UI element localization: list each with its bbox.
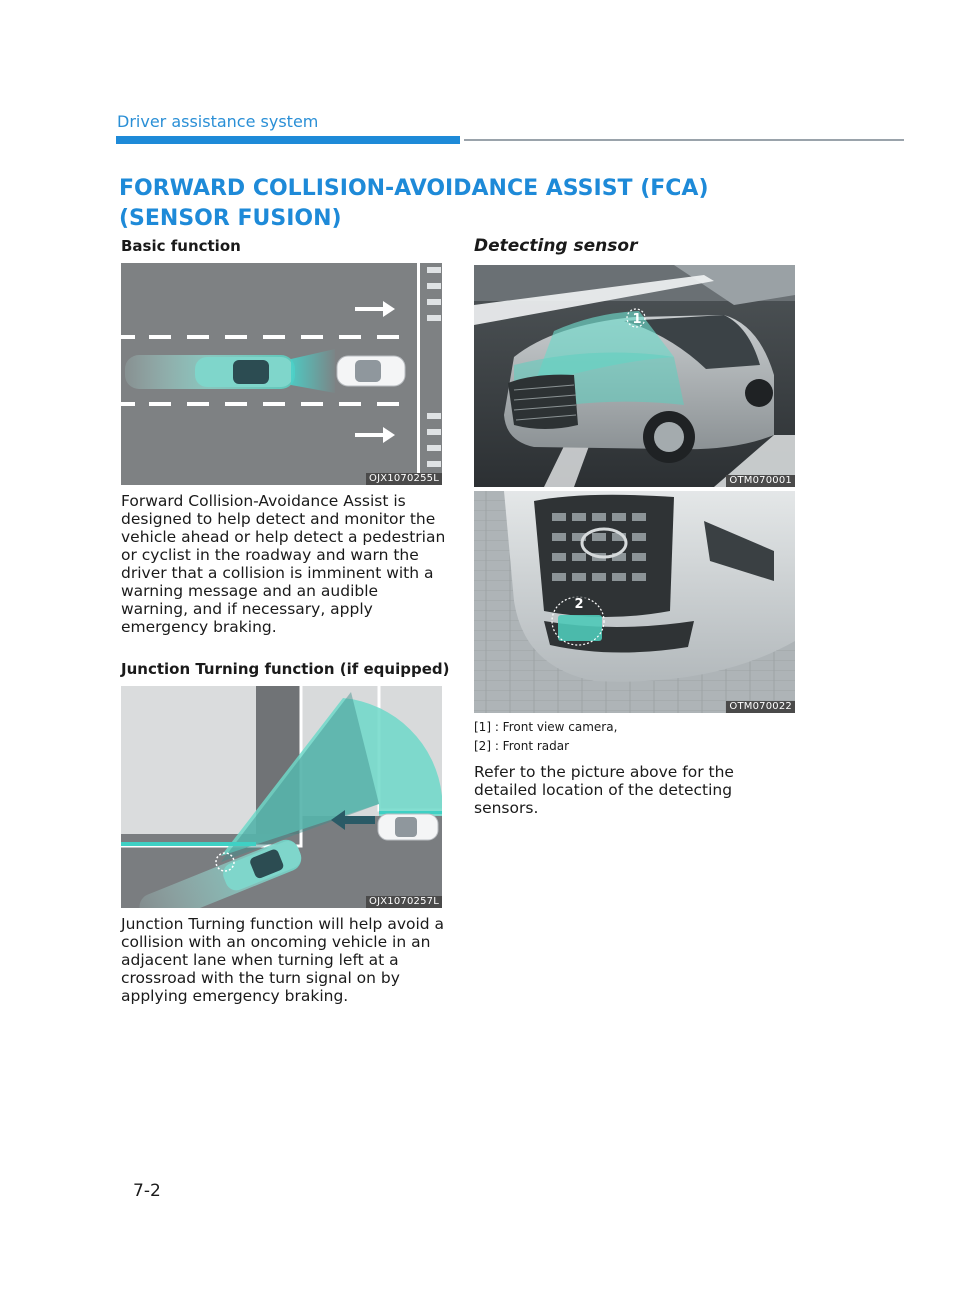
header-rule: [464, 139, 904, 141]
page-number: 7-2: [133, 1181, 161, 1201]
figure-code: OTM070001: [726, 475, 795, 487]
detecting-sensor-heading: Detecting sensor: [474, 236, 638, 256]
basic-function-illustration: [121, 263, 442, 485]
section-label: Driver assistance system: [117, 112, 319, 131]
figure-code: OJX1070255L: [366, 473, 442, 485]
basic-function-heading: Basic function: [121, 237, 241, 255]
basic-function-figure: [121, 263, 442, 485]
page-title: FORWARD COLLISION-AVOIDANCE ASSIST (FCA) (SENSOR FUSION): [119, 176, 709, 231]
junction-turning-description: Junction Turning function will help avoid a collision with an oncoming vehicle in an adjacent lane when turning left at a crossroad with the turn signal on by applying emergency braking.: [121, 915, 445, 1005]
front-radar-illustration: [474, 491, 795, 713]
junction-turning-figure: [121, 686, 442, 908]
marker-1: 1: [632, 312, 642, 327]
figure-code: OTM070022: [726, 701, 795, 713]
junction-turning-heading: Junction Turning function (if equipped): [121, 660, 450, 678]
caption-front-radar: [2] : Front radar: [474, 739, 570, 753]
front-radar-figure: [474, 491, 795, 713]
front-camera-illustration: [474, 265, 795, 487]
marker-2: 2: [574, 597, 584, 612]
junction-turning-illustration: [121, 686, 442, 908]
detecting-sensor-description: Refer to the picture above for the detailed location of the detecting sensors.: [474, 763, 734, 817]
figure-code: OJX1070257L: [366, 896, 442, 908]
header-rule-accent: [116, 136, 460, 144]
caption-front-view-camera: [1] : Front view camera,: [474, 720, 618, 734]
basic-function-description: Forward Collision-Avoidance Assist is designed to help detect and monitor the vehicle ahead or help detect a pedestrian or cyclist in the roadway and warn the driver that a collision is imminent with a warning message and an audible warning, and if necessary, apply emergency braking.: [121, 492, 446, 636]
front-camera-figure: [474, 265, 795, 487]
